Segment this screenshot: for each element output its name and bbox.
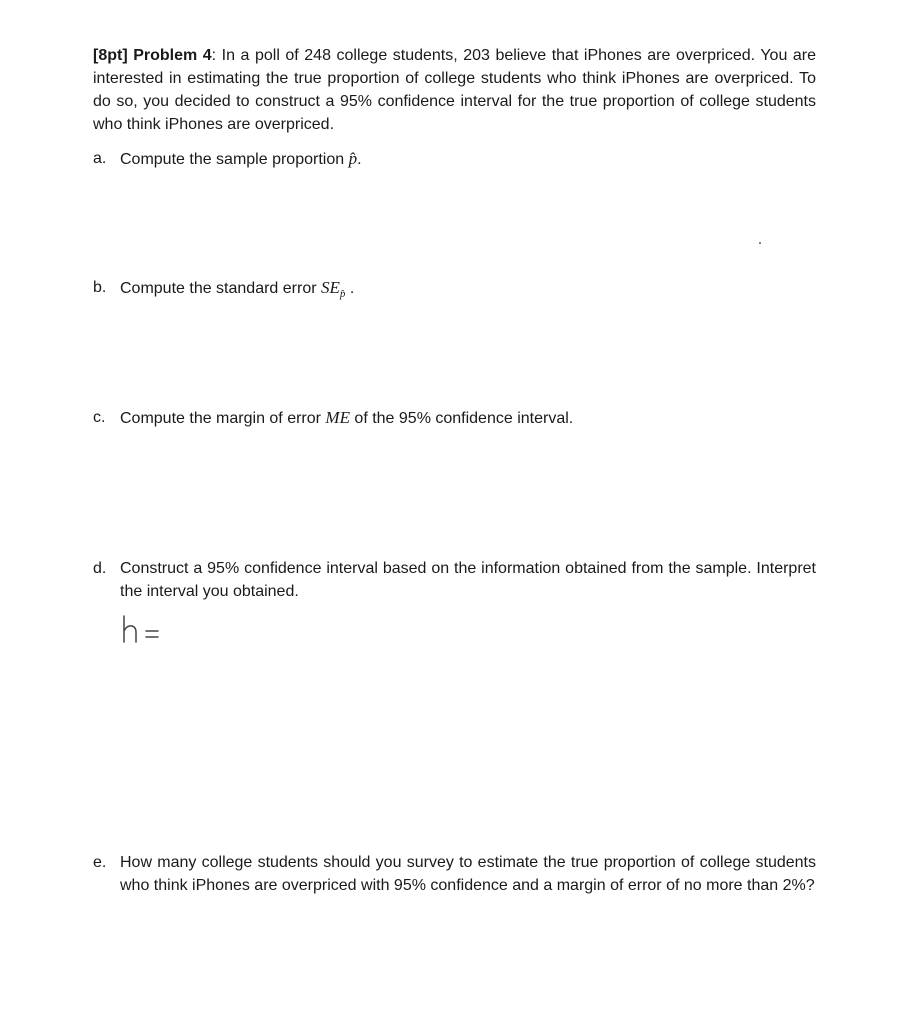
p-hat-symbol: p̂ <box>348 149 358 168</box>
part-b-question <box>120 276 816 306</box>
standard-error-symbol <box>321 278 346 300</box>
part-a-text: Compute the sample proportion <box>120 151 349 168</box>
problem-title: Problem 4 <box>133 47 212 64</box>
se-subscript: p̂ <box>339 288 346 300</box>
part-e <box>93 851 816 897</box>
part-a-question <box>120 147 816 171</box>
part-c-question <box>120 406 816 430</box>
stray-mark <box>759 242 761 244</box>
part-b-text: Compute the standard error <box>120 280 321 297</box>
part-a-end: . <box>357 151 362 168</box>
part-b-letter: b. <box>93 279 107 296</box>
part-b-end: . <box>345 280 355 297</box>
part-c <box>93 406 816 430</box>
part-c-end: of the 95% confidence interval. <box>349 410 574 427</box>
part-c-letter: c. <box>93 409 106 426</box>
handwritten-note <box>118 612 168 646</box>
problem-points: [8pt] <box>93 47 128 64</box>
part-e-question: How many college students should you survey to estimate the true proportion of college students who think iPhones are overpriced with 95% confidence and a margin of error of no more than 2%? <box>120 854 816 894</box>
part-c-text: Compute the margin of error <box>120 410 326 427</box>
part-a <box>93 147 816 171</box>
problem-statement <box>93 44 816 136</box>
part-d-letter: d. <box>93 560 107 577</box>
part-e-letter: e. <box>93 854 107 871</box>
part-d <box>93 557 816 603</box>
part-b <box>93 276 816 306</box>
margin-of-error-symbol: ME <box>325 408 350 427</box>
part-d-question: Construct a 95% confidence interval based on the information obtained from the sample. Interpret the interval you obtained. <box>120 560 816 600</box>
se-letters: SE <box>321 278 340 297</box>
part-a-letter: a. <box>93 150 107 167</box>
problem-colon: : <box>211 47 217 64</box>
problem-text: In a poll of 248 college students, 203 believe that iPhones are overpriced. You are interested in estimating the true proportion of college students who think iPhones are overpriced. To do so, you decided to construct a 95% confidence interval for the true proportion of college students who think iPhones are overpriced. <box>93 47 817 133</box>
